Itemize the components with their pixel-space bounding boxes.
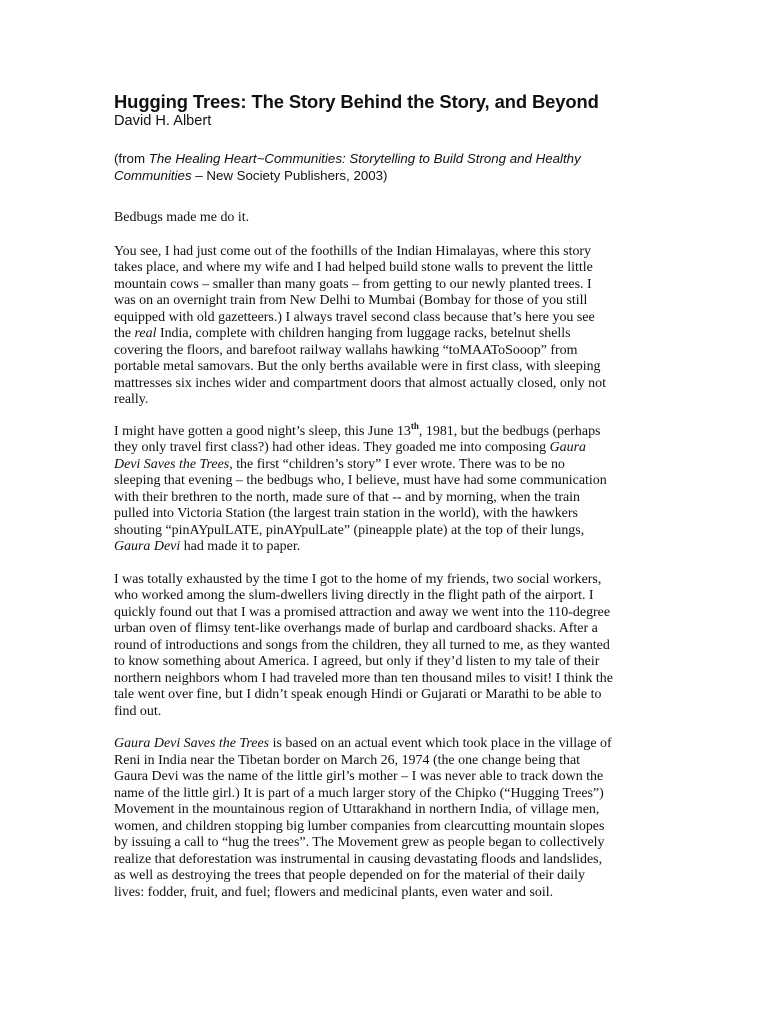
paragraph-2: You see, I had just come out of the foothills of the Indian Himalayas, where this story takes place, and where my wife and I had helped build stone walls to prevent the little mountain cows – smaller than many goats – from getting to our newly planted trees. I was on an overnight train from New Delhi to Mumbai (Bombay for those of you still equipped with old gazetteers.) I always travel second class because that’s here you see the real India, complete with children hanging from luggage racks, betelnut shells covering the floors, and barefoot railway wallahs hawking “toMAAToSooop” from portable metal samovars. But the only berths available were in first class, with sleeping mattresses six inches wider and compartment doors that almost actually closed, only not really. [114,243,606,407]
source-line-1: (from The Healing Heart~Communities: Storytelling to Build Strong and Healthy [114,151,581,166]
book-title: The Healing Heart~Communities: Storytelling to Build Strong and Healthy [148,151,581,166]
superscript-th: th [410,420,419,431]
document-title: Hugging Trees: The Story Behind the Story, and Beyond [114,91,599,112]
paragraph-3: I might have gotten a good night’s sleep, this June 13th, 1981, but the bedbugs (perhaps they only travel first class?) had other ideas. They goaded me into composing Gaura Devi Saves the Trees, the first “children’s story” I ever wrote. There was to be no sleeping that evening – the bedbugs who, I believe, must have had some communication with their brethren to the north, made sure of that -- and by morning, when the train pulled into Victoria Station (the largest train station in the world), with the hawkers shouting “pinAYpulLATE, pinAYpulLate” (pineapple plate) at the top of their lungs, Gaura Devi had made it to paper. [114,420,607,554]
document-author: David H. Albert [114,113,212,129]
document-page [114,91,659,901]
paragraph-4: I was totally exhausted by the time I got to the home of my friends, two social workers, who worked among the slum-dwellers living directly in the flight path of the airport. I quickly found out that I was a promised attraction and away we went into the 110-degree urban oven of flimsy tent-like overhangs made of burlap and cardboard shacks. After a round of introductions and songs from the children, they all turned to me, as they wanted to know something about America. I agreed, but only if they’d listen to my tale of their northern neighbors whom I had traveled more than ten thousand miles to visit! I think the tale went over fine, but I didn’t speak enough Hindi or Gujarati or Marathi to be able to find out. [114,571,613,719]
paragraph-5: Gaura Devi Saves the Trees is based on an actual event which took place in the village of Reni in India near the Tibetan border on March 26, 1974 (the one change being that Gaura Devi was the name of the little girl’s mother – I was never able to track down the name of the little girl.) It is part of a much larger story of the Chipko (“Hugging Trees”) Movement in the mountainous region of Uttarakhand in northern India, of village men, women, and children stopping big lumber companies from clearcutting mountain slopes by issuing a call to “hug the trees”. The Movement grew as people began to collectively realize that deforestation was instrumental in causing devastating floods and landslides, as well as destroying the trees that people depended on for the material of their daily lives: fodder, fruit, and fuel; flowers and medicinal plants, even water and soil. [114,736,612,900]
source-citation [114,150,659,184]
paragraph-1: Bedbugs made me do it. [114,210,250,225]
source-line-2: Communities – New Society Publishers, 2003) [114,168,388,183]
book-title-cont: Communities [114,168,192,183]
